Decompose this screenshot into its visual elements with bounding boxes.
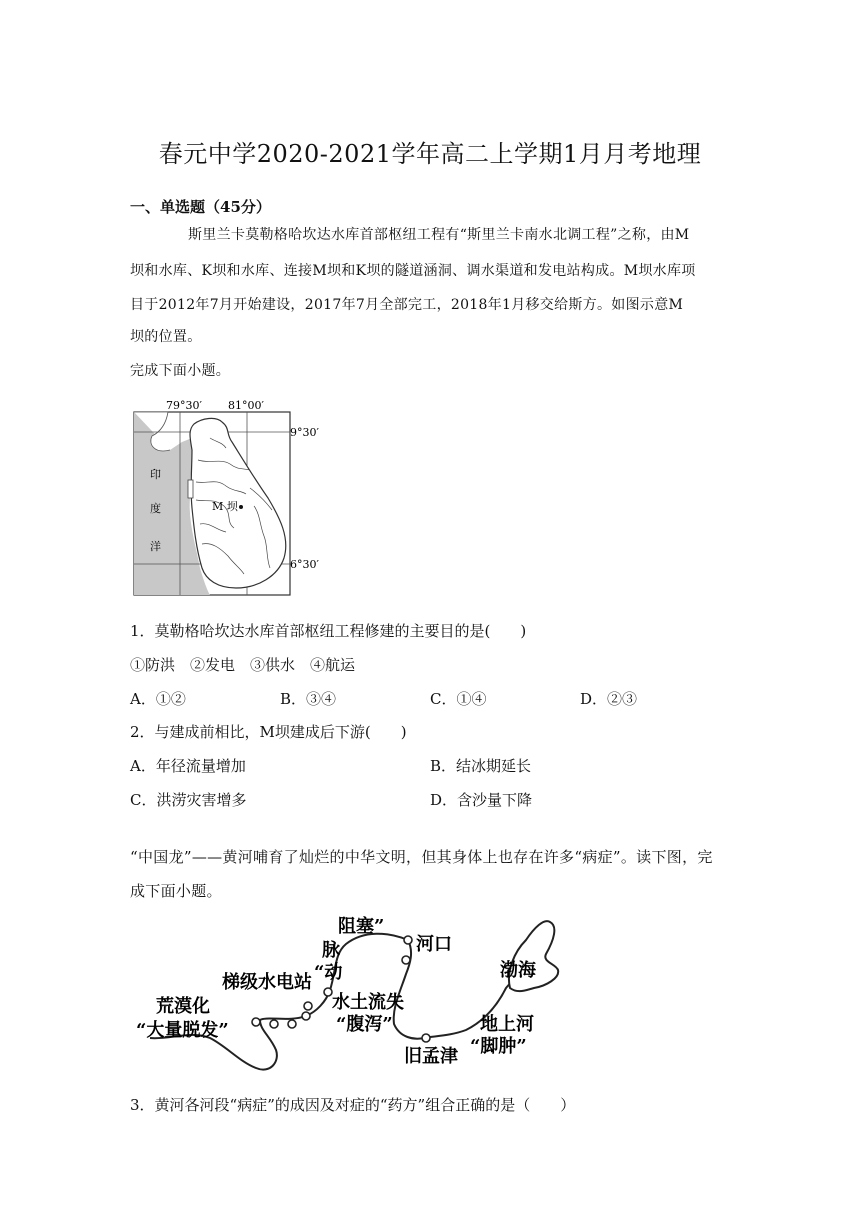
label-desertification: 荒漠化 [156,996,210,1017]
ocean-label-3: 洋 [150,540,161,553]
ocean-label-2: 度 [150,502,161,515]
lat-label-top: 9°30′ [290,426,319,439]
label-elevated-river: 地上河 [480,1014,534,1035]
passage1-line1: 斯里兰卡莫勒格哈坎达水库首部枢纽工程有“斯里兰卡南水北调工程”之称，由M [188,227,690,243]
label-hair-loss: “大量脱发” [136,1020,229,1041]
m-dam-marker [239,505,243,509]
label-jiumengjin: 旧孟津 [404,1046,458,1067]
q1-option-d[interactable]: D．②③ [580,690,638,708]
label-diarrhea: “腹泻” [336,1014,393,1035]
q2-option-a[interactable]: A．年径流量增加 [130,757,246,775]
passage2-line2: 成下面小题。 [130,882,222,900]
q2-option-b[interactable]: B．结冰期延长 [430,757,532,775]
passage2-line1: “中国龙”——黄河哺育了灿烂的中华文明，但其身体上也存在许多“病症”。读下图，完 [130,848,713,866]
q1-option-a[interactable]: A．①② [130,690,186,708]
q2-option-d[interactable]: D．含沙量下降 [430,791,533,809]
lat-label-bottom: 6°30′ [290,558,319,571]
instruction1: 完成下面小题。 [130,363,231,379]
lon-label-right: 81°00′ [228,399,264,412]
label-hydro: 梯级水电站 [222,972,312,993]
q2-option-c[interactable]: C．洪涝灾害增多 [130,791,247,809]
label-erosion: 水土流失 [332,992,404,1013]
jiumengjin-marker [422,1034,430,1042]
label-artery: “动 [314,962,343,983]
yellow-river-diagram [130,912,580,1082]
q1-stem: 1．莫勒格哈坎达水库首部枢纽工程修建的主要目的是( ) [130,622,527,640]
hekou-marker [404,936,412,944]
dam-label: M 坝 [212,500,238,513]
section-heading: 一、单选题（45分） [130,198,271,216]
label-hekou: 河口 [416,934,452,955]
q1-option-b[interactable]: B．③④ [280,690,337,708]
label-swollen-feet: “脚肿” [470,1036,527,1057]
label-bohai: 渤海 [500,960,536,981]
page-title: 春元中学2020-2021学年高二上学期1月月考地理 [158,140,702,168]
lon-label-left: 79°30′ [166,399,202,412]
ocean-label-1: 印 [150,468,161,481]
sri-lanka-map [130,398,330,598]
q2-stem: 2．与建成前相比，M坝建成后下游( ) [130,723,407,741]
q3-stem: 3．黄河各河段“病症”的成因及对症的“药方”组合正确的是（ ） [130,1096,576,1114]
label-pulse: 脉 [322,940,340,961]
passage1-line4: 坝的位置。 [130,329,202,345]
q1-option-c[interactable]: C．①④ [430,690,487,708]
passage1-line2: 坝和水库、K坝和水库、连接M坝和K坝的隧道涵洞、调水渠道和发电站构成。M坝水库项 [130,263,696,279]
passage1-line3: 目于2012年7月开始建设，2017年7月全部完工，2018年1月移交给斯方。如图示意M [130,297,684,313]
q1-items: ①防洪 ②发电 ③供水 ④航运 [130,656,356,674]
label-blockage: 阻塞” [338,916,385,937]
